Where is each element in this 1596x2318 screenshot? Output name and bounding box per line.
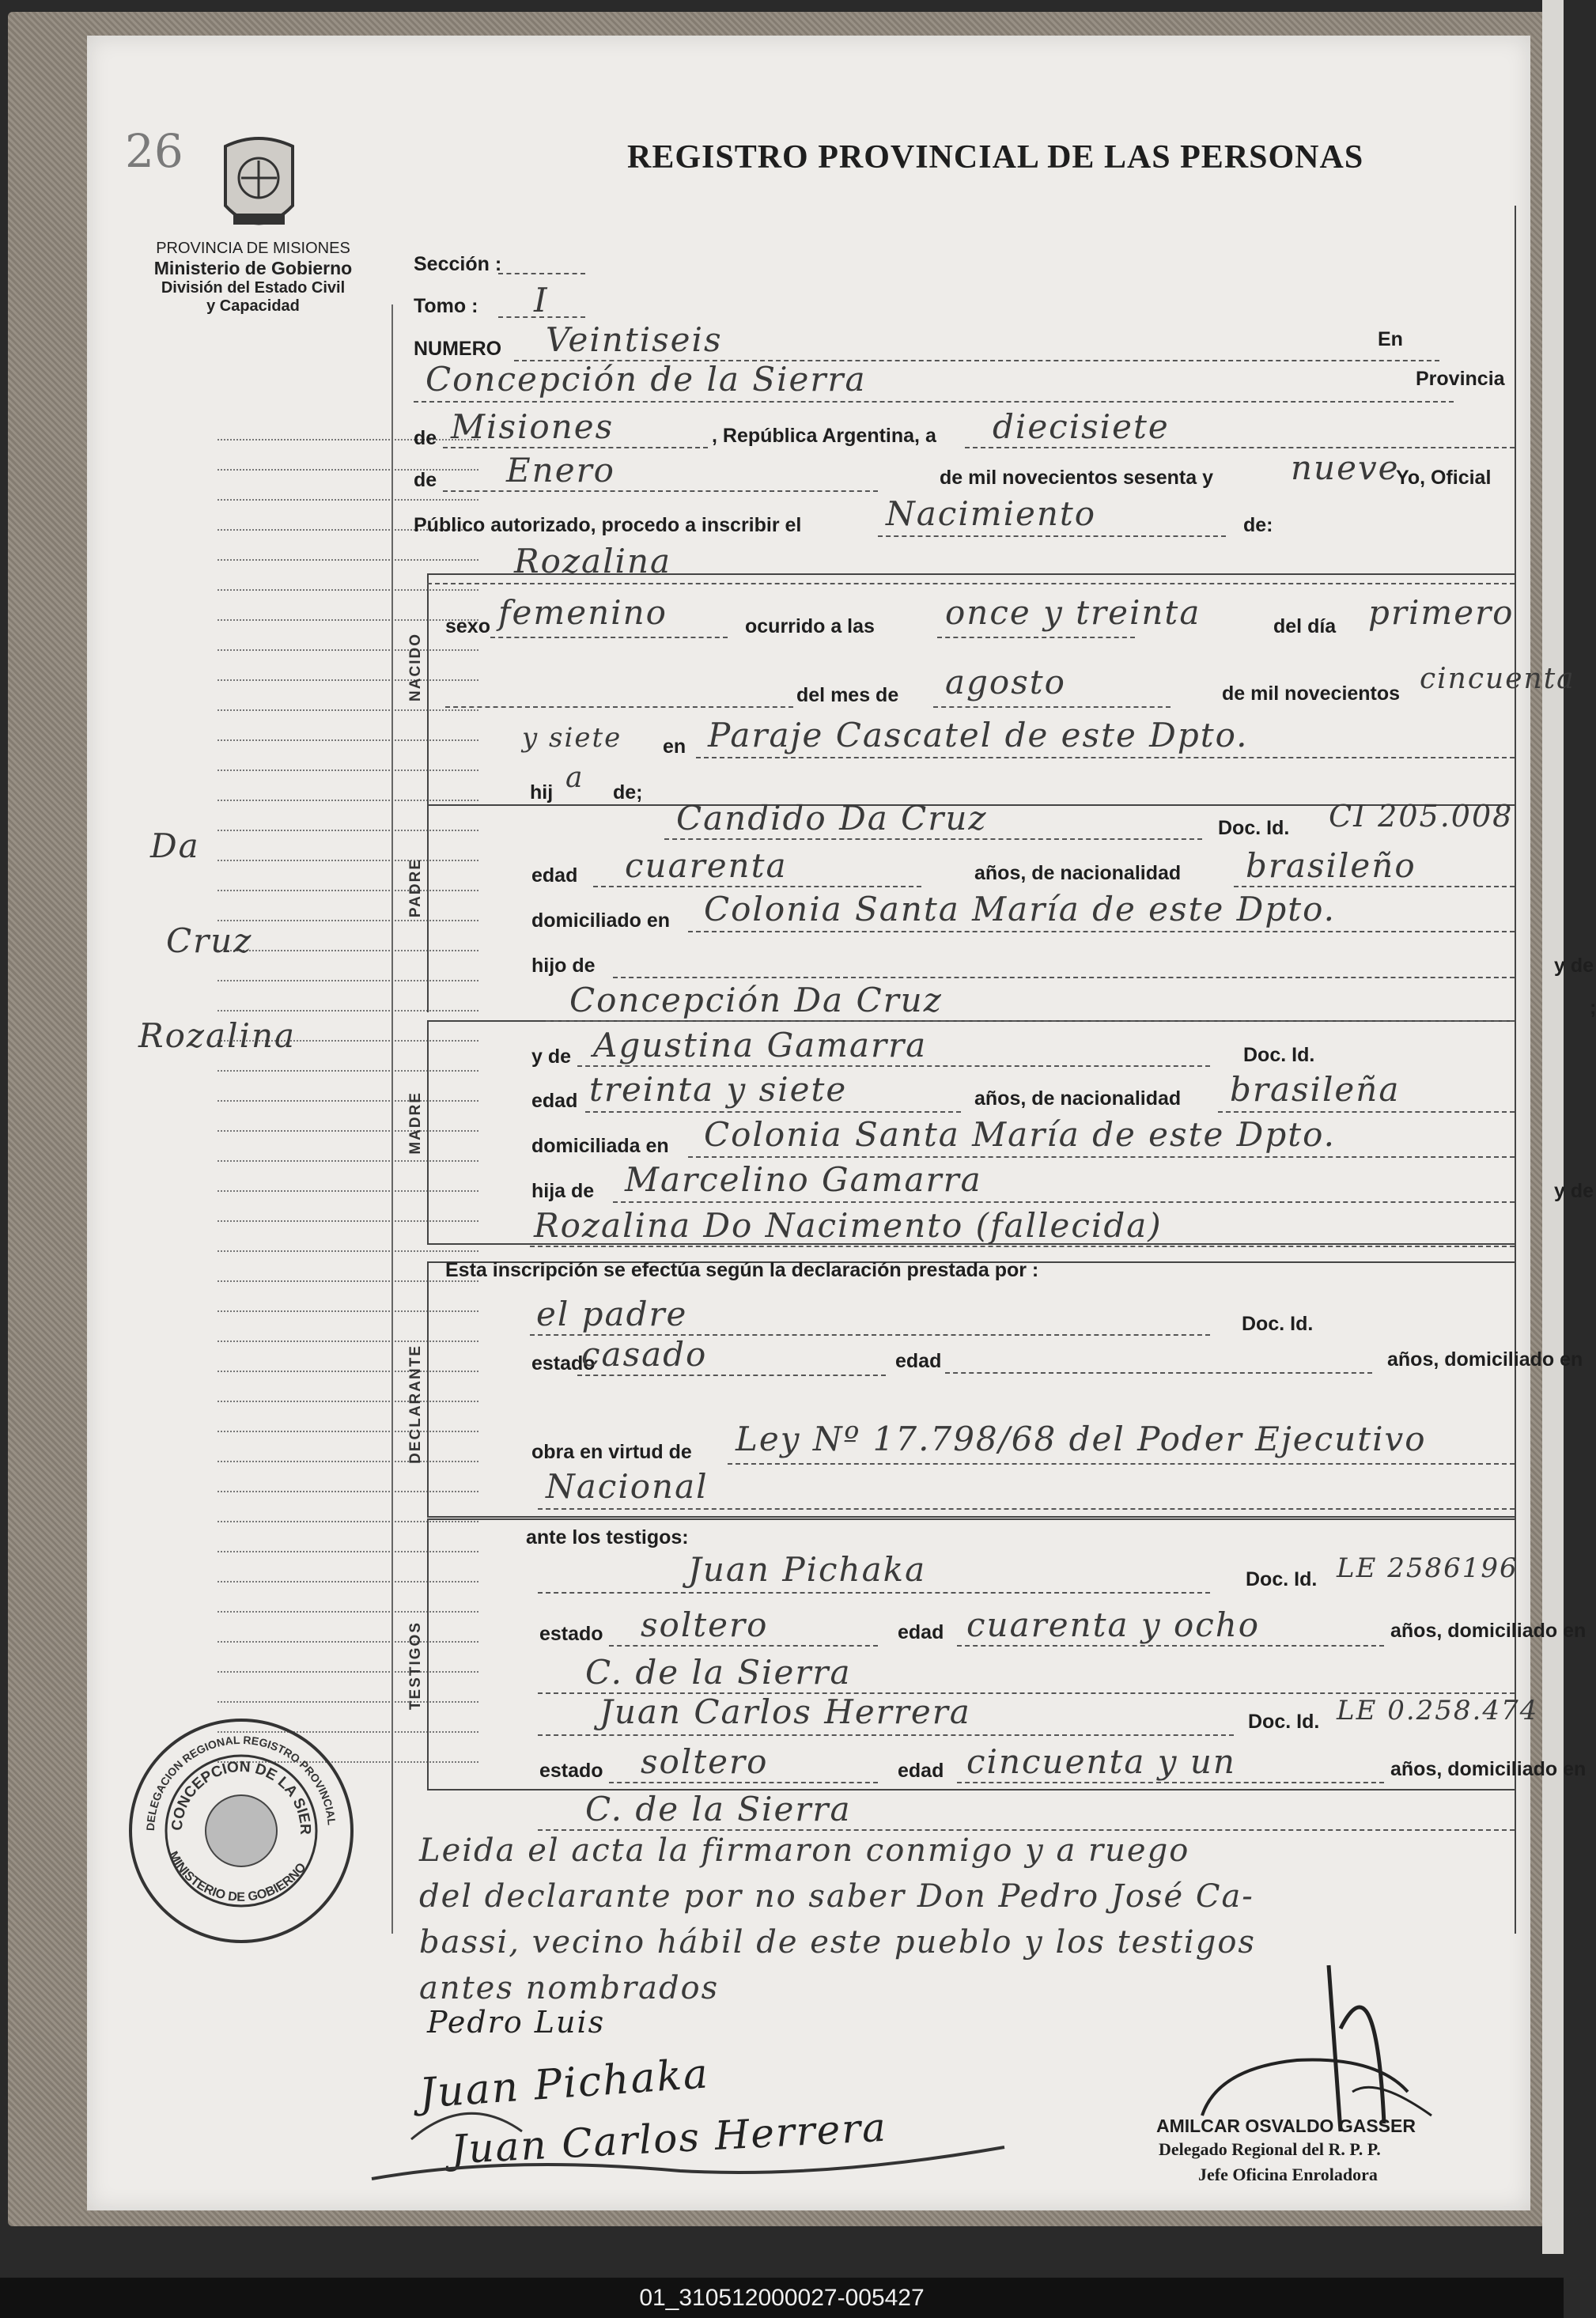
form-left-border xyxy=(391,304,393,1934)
section-label-padre: PADRE xyxy=(407,858,424,918)
field-provincia xyxy=(443,447,708,448)
field-hora xyxy=(937,637,1135,638)
field-padre-edad xyxy=(593,886,921,887)
label-doc-id-declarante: Doc. Id. xyxy=(1242,1313,1314,1335)
label-doc-id-padre: Doc. Id. xyxy=(1218,817,1290,839)
value-madre-nombre: Agustina Gamarra xyxy=(593,1026,928,1064)
field-mes-nac xyxy=(933,706,1171,708)
value-testigo1-edad: cuarenta y ocho xyxy=(966,1605,1261,1644)
label-yo-oficial: Yo, Oficial xyxy=(1396,467,1492,489)
label-inscripcion: Esta inscripción se efectúa según la declaración prestada por : xyxy=(445,1259,1039,1281)
value-ley: Ley Nº 17.798/68 del Poder Ejecutivo xyxy=(736,1420,1427,1458)
label-numero: NUMERO xyxy=(414,338,502,360)
label-edad-testigo2: edad xyxy=(898,1760,944,1782)
margin-note-line: Da xyxy=(150,826,200,865)
value-madre-padre: Marcelino Gamarra xyxy=(625,1160,982,1199)
page-number: 26 xyxy=(125,124,183,178)
field-madre-nacionalidad xyxy=(1218,1111,1515,1113)
value-padre-nombre: Candido Da Cruz xyxy=(676,799,988,838)
field-padre-padre xyxy=(613,977,1515,978)
value-mes: Enero xyxy=(506,451,615,490)
officer-name: AMILCAR OSVALDO GASSER xyxy=(1156,2116,1416,2136)
page-title: REGISTRO PROVINCIAL DE LAS PERSONAS xyxy=(627,139,1364,176)
value-sexo: femenino xyxy=(498,593,668,632)
margin-rule xyxy=(217,499,478,501)
label-y-de-madre: y de xyxy=(531,1046,572,1068)
label-tomo: Tomo : xyxy=(414,295,478,317)
label-del-mes: del mes de xyxy=(796,684,899,706)
label-domiciliado-testigo2: años, domiciliado en xyxy=(1390,1758,1587,1780)
label-ante-testigos: ante los testigos: xyxy=(526,1526,689,1548)
value-hora: once y treinta xyxy=(945,593,1201,632)
label-en: En xyxy=(1378,328,1403,350)
closing-text-line: del declarante por no saber Don Pedro José Ca- xyxy=(419,1878,1254,1915)
label-publico: Público autorizado, procedo a inscribir el xyxy=(414,514,802,536)
field-testigo1-nombre xyxy=(538,1592,1210,1594)
value-tomo: I xyxy=(534,281,549,320)
field-testigo1-edad xyxy=(957,1645,1384,1647)
stamp-inner-text: CONCEPCION DE LA SIER xyxy=(168,1758,314,1836)
section-label-nacido: NACIDO xyxy=(407,633,424,701)
field-sexo xyxy=(490,637,728,638)
label-y-de-madre2: y de xyxy=(1554,1180,1594,1202)
label-edad-madre: edad xyxy=(531,1090,578,1112)
value-testigo1-nombre: Juan Pichaka xyxy=(688,1550,927,1589)
label-edad-padre: edad xyxy=(531,864,578,887)
value-testigo1-doc: LE 2586196 xyxy=(1337,1552,1518,1584)
value-anio-nac-cont: y siete xyxy=(522,722,622,754)
margin-note-line: Cruz xyxy=(166,921,253,960)
field-lugar xyxy=(414,401,1454,403)
closing-text-line: Leida el acta la firmaron conmigo y a ruego xyxy=(419,1832,1190,1869)
margin-rule xyxy=(217,469,478,471)
label-domiciliado-declarante: años, domiciliado en xyxy=(1387,1348,1583,1371)
value-lugar-nac: Paraje Cascatel de este Dpto. xyxy=(708,716,1249,754)
margin-rule xyxy=(217,439,478,441)
label-obra: obra en virtud de xyxy=(531,1441,692,1463)
label-nacionalidad-padre: años, de nacionalidad xyxy=(974,862,1182,884)
section-label-declarante: DECLARANTE xyxy=(407,1344,424,1464)
field-madre-edad xyxy=(585,1111,961,1113)
image-caption: 01_310512000027-005427 xyxy=(0,2278,1564,2318)
value-numero: Veintiseis xyxy=(546,320,723,359)
label-estado-testigo2: estado xyxy=(539,1760,603,1782)
value-declarante-estado: casado xyxy=(581,1335,708,1374)
label-edad-testigo1: edad xyxy=(898,1621,944,1643)
register-page xyxy=(87,36,1596,2210)
value-madre-nacionalidad: brasileña xyxy=(1230,1070,1401,1109)
field-madre-nombre xyxy=(577,1065,1210,1067)
label-estado-declarante: estado xyxy=(531,1352,596,1375)
label-del-dia: del día xyxy=(1273,615,1337,637)
label-seccion: Sección : xyxy=(414,253,502,275)
officer-title: Delegado Regional del R. P. P. xyxy=(1159,2139,1381,2159)
value-anio: nueve xyxy=(1291,448,1400,487)
label-domiciliada: domiciliada en xyxy=(531,1135,669,1157)
field-testigo2-edad xyxy=(957,1782,1384,1783)
label-hij: hij xyxy=(530,781,554,804)
field-lugar-nac xyxy=(696,757,1515,758)
value-madre-domicilio: Colonia Santa María de este Dpto. xyxy=(704,1115,1337,1154)
section-label-madre: MADRE xyxy=(407,1091,424,1155)
label-de-semicolon: de; xyxy=(613,781,643,804)
label-de-mil: de mil novecientos xyxy=(1222,683,1401,705)
field-seccion xyxy=(498,273,585,274)
label-de: de xyxy=(414,427,437,449)
field-madre-madre xyxy=(530,1246,1515,1247)
label-sexo: sexo xyxy=(445,615,490,637)
label-ocurrido: ocurrido a las xyxy=(745,615,875,637)
label-doc-id-madre: Doc. Id. xyxy=(1243,1044,1315,1066)
value-declarante: el padre xyxy=(536,1295,688,1333)
field-madre-padre xyxy=(613,1201,1515,1203)
provincial-seal xyxy=(214,130,304,241)
field-mes xyxy=(443,490,878,492)
label-nacionalidad-madre: años, de nacionalidad xyxy=(974,1087,1182,1110)
value-ley-cont: Nacional xyxy=(546,1467,709,1506)
field-padre-domicilio xyxy=(688,931,1515,932)
label-semicolon: ; xyxy=(1590,996,1596,1019)
org-header xyxy=(119,240,388,316)
field-tomo xyxy=(498,316,585,318)
value-padre-domicilio: Colonia Santa María de este Dpto. xyxy=(704,890,1337,928)
value-testigo2-domicilio: C. de la Sierra xyxy=(585,1790,852,1828)
value-madre-madre: Rozalina Do Nacimento (fallecida) xyxy=(534,1206,1163,1245)
field-testigo2-domicilio xyxy=(538,1829,1515,1831)
value-lugar: Concepción de la Sierra xyxy=(425,360,867,399)
margin-rule xyxy=(217,1250,478,1252)
label-anio: de mil novecientos sesenta y xyxy=(940,467,1213,489)
value-acto: Nacimiento xyxy=(886,494,1097,533)
margin-rule xyxy=(217,559,478,561)
field-declarante-edad xyxy=(945,1372,1372,1374)
signature-flourish xyxy=(348,2060,1060,2203)
label-en-lugar: en xyxy=(663,735,686,758)
label-hija-de: hija de xyxy=(531,1180,595,1202)
value-dia: diecisiete xyxy=(993,407,1170,446)
value-padre-nacionalidad: brasileño xyxy=(1246,846,1416,885)
signature-line: Juan Pichaka xyxy=(418,2050,711,2118)
field-dia-nac-cont xyxy=(445,706,793,708)
margin-note-line: Rozalina xyxy=(138,1016,297,1055)
value-testigo2-estado: soltero xyxy=(641,1742,769,1781)
label-edad-declarante: edad xyxy=(895,1350,942,1372)
org-line: Ministerio de Gobierno xyxy=(153,258,353,278)
value-padre-edad: cuarenta xyxy=(625,846,788,885)
field-padre-nacionalidad xyxy=(1234,886,1515,887)
value-provincia: Misiones xyxy=(451,407,615,446)
field-acto xyxy=(878,535,1226,537)
value-padre-madre: Concepción Da Cruz xyxy=(569,981,943,1019)
value-mes-nac: agosto xyxy=(945,663,1066,701)
field-ley-cont xyxy=(538,1508,1515,1510)
label-doc-id-testigo2: Doc. Id. xyxy=(1248,1711,1320,1733)
officer-title: Jefe Oficina Enroladora xyxy=(1198,2165,1378,2184)
value-anio-nac: cincuenta xyxy=(1420,663,1575,695)
value-testigo2-doc: LE 0.258.474 xyxy=(1337,1695,1539,1726)
org-line: y Capacidad xyxy=(206,297,300,315)
field-ley xyxy=(728,1463,1515,1465)
field-testigo1-estado xyxy=(609,1645,878,1647)
value-testigo2-nombre: Juan Carlos Herrera xyxy=(599,1692,971,1731)
label-republica: , República Argentina, a xyxy=(712,425,936,447)
field-testigo2-estado xyxy=(609,1782,878,1783)
label-domiciliado-testigo1: años, domiciliado en xyxy=(1390,1620,1587,1642)
org-line: División del Estado Civil xyxy=(161,279,346,297)
label-estado-testigo1: estado xyxy=(539,1623,603,1645)
signature-line: Juan Carlos Herrera xyxy=(449,2104,889,2173)
label-domiciliado-padre: domiciliado en xyxy=(531,909,671,932)
field-madre-domicilio xyxy=(688,1156,1515,1158)
value-hija: a xyxy=(565,762,584,794)
value-dia-nac: primero xyxy=(1368,593,1515,632)
field-nombre xyxy=(427,583,1515,584)
signature-line: Pedro Luis xyxy=(427,2005,606,2040)
field-declarante-estado xyxy=(577,1375,886,1376)
field-testigo2-nombre xyxy=(538,1734,1234,1736)
field-dia xyxy=(965,447,1515,448)
field-padre-madre xyxy=(546,1020,1515,1022)
section-label-testigos: TESTIGOS xyxy=(407,1621,424,1711)
next-page-edge xyxy=(1542,0,1564,2254)
field-padre-nombre xyxy=(664,838,1202,840)
closing-text-line: antes nombrados xyxy=(419,1970,720,2006)
label-y-de-padre: y de xyxy=(1554,955,1594,977)
value-madre-edad: treinta y siete xyxy=(589,1070,848,1109)
value-padre-doc: CI 205.008 xyxy=(1329,799,1514,834)
closing-text-line: bassi, vecino hábil de este pueblo y los testigos xyxy=(419,1924,1256,1961)
official-stamp xyxy=(123,1712,360,1949)
label-de-colon: de: xyxy=(1243,514,1273,536)
value-testigo1-estado: soltero xyxy=(641,1605,769,1644)
stamp-bottom-text: MINISTERIO DE GOBIERNO xyxy=(165,1849,309,1904)
org-line: PROVINCIA DE MISIONES xyxy=(156,240,350,257)
stamp-outer-text: DELEGACION REGIONAL REGISTRO PROVINCIAL xyxy=(143,1733,338,1832)
label-provincia: Provincia xyxy=(1416,368,1505,390)
value-nombre: Rozalina xyxy=(514,542,672,580)
value-testigo2-edad: cincuenta y un xyxy=(966,1742,1236,1781)
value-testigo1-domicilio: C. de la Sierra xyxy=(585,1653,852,1692)
label-hijo-de: hijo de xyxy=(531,955,596,977)
label-de: de xyxy=(414,469,437,491)
label-doc-id-testigo1: Doc. Id. xyxy=(1246,1568,1318,1590)
